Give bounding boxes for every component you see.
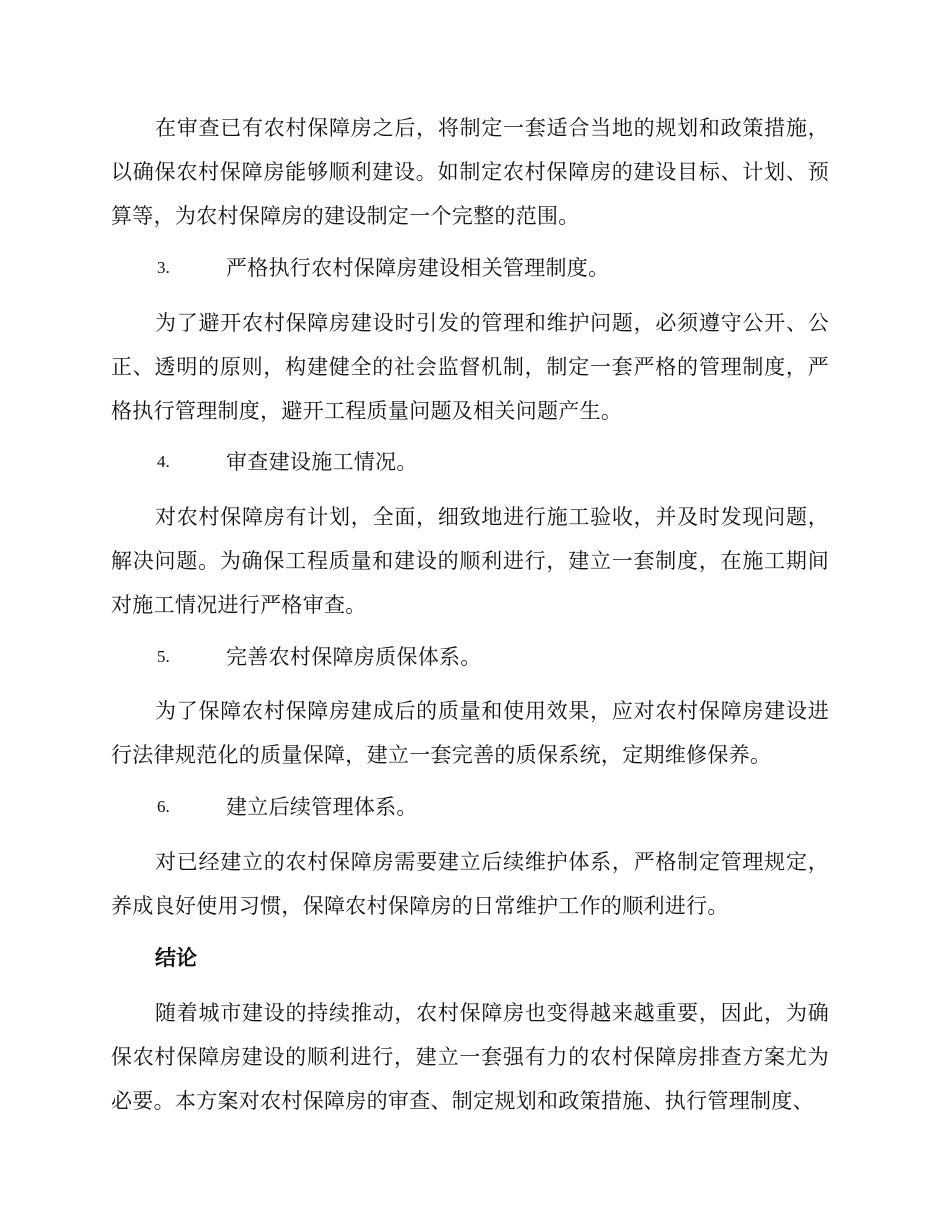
paragraph-plan-policy: 在审查已有农村保障房之后，将制定一套适合当地的规划和政策措施，以确保农村保障房能够顺利建设。如制定农村保障房的建设目标、计划、预算等，为农村保障房的建设制定一个完整的范围。 (111, 116, 829, 228)
paragraph-conclusion: 随着城市建设的持续推动，农村保障房也变得越来越重要，因此，为确保农村保障房建设的顺利进行，建立一套强有力的农村保障房排查方案尤为必要。本方案对农村保障房的审查、制定规划和政策措施、执行管理制度、 (111, 1001, 829, 1113)
list-item-3 (0, 246, 950, 290)
paragraph-quality-assurance: 为了保障农村保障房建成后的质量和使用效果，应对农村保障房建设进行法律规范化的质量保障，建立一套完善的质保系统，定期维修保养。 (111, 699, 829, 767)
list-item-6 (0, 785, 950, 829)
list-item-text: 审查建设施工情况。 (226, 450, 418, 474)
list-number: 5. (157, 647, 170, 666)
list-item-text: 建立后续管理体系。 (226, 795, 418, 819)
paragraph-maintenance: 对已经建立的农村保障房需要建立后续维护体系，严格制定管理规定，养成良好使用习惯，保障农村保障房的日常维护工作的顺利进行。 (111, 850, 829, 918)
list-number: 6. (157, 797, 170, 816)
list-item-text: 严格执行农村保障房建设相关管理制度。 (226, 256, 610, 280)
list-number: 4. (157, 452, 170, 471)
list-item-5 (0, 635, 950, 679)
list-item-text: 完善农村保障房质保体系。 (226, 645, 482, 669)
list-item-4 (0, 440, 950, 484)
paragraph-construction-review: 对农村保障房有计划，全面，细致地进行施工验收，并及时发现问题，解决问题。为确保工程质量和建设的顺利进行，建立一套制度，在施工期间对施工情况进行严格审查。 (111, 505, 829, 617)
paragraph-management: 为了避开农村保障房建设时引发的管理和维护问题，必须遵守公开、公正、透明的原则，构建健全的社会监督机制，制定一套严格的管理制度，严格执行管理制度，避开工程质量问题及相关问题产生。 (111, 311, 829, 423)
list-number: 3. (157, 258, 170, 277)
section-heading-conclusion: 结论 (155, 945, 197, 970)
